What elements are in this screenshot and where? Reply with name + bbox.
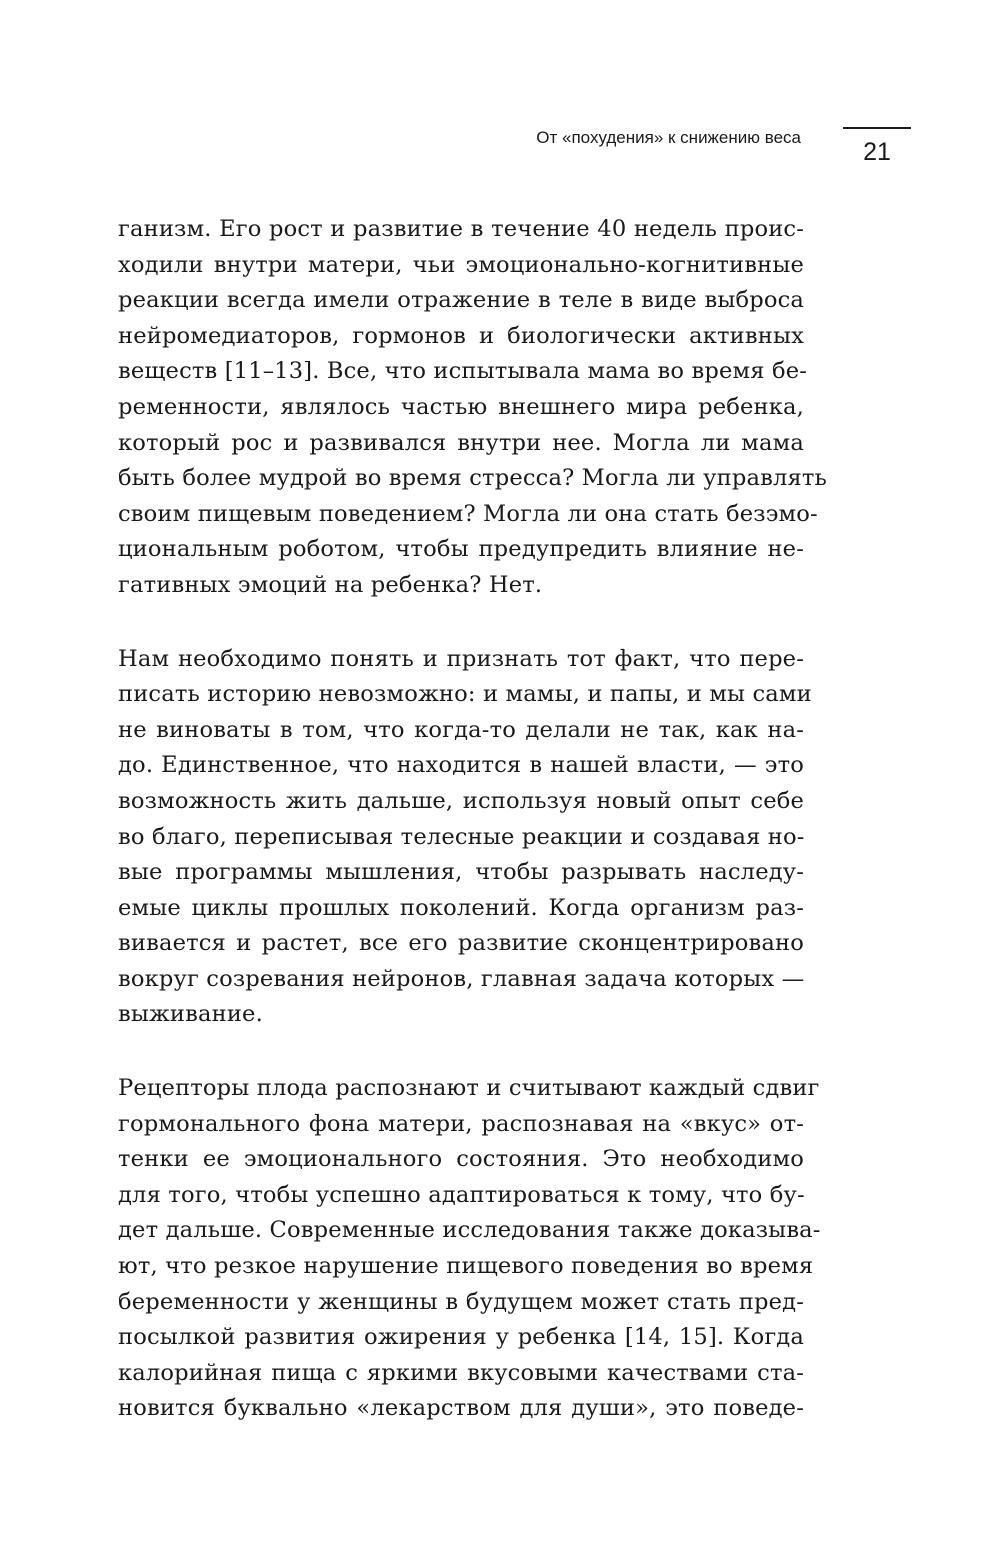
text-line: Рецепторы плода распознают и считывают каждый сдвиг (118, 1075, 820, 1102)
text-line: тенки ее эмоционального состояния. Это необходимо (118, 1146, 804, 1173)
text-line: для того, чтобы успешно адаптироваться к тому, что бу- (118, 1181, 805, 1208)
text-line: ходили внутри матери, чьи эмоционально-когнитивные (118, 251, 804, 278)
text-line: реакции всегда имели отражение в теле в виде выброса (118, 287, 804, 314)
text-line: новится буквально «лекарством для души», это поведе- (118, 1395, 804, 1422)
body-text (118, 212, 827, 1465)
text-line: ганизм. Его рост и развитие в течение 40 недель проис- (118, 216, 804, 242)
text-line: во благо, переписывая телесные реакции и создавая но- (118, 823, 805, 850)
page-number-rule (843, 127, 911, 129)
text-line: быть более мудрой во время стресса? Могла ли управлять (118, 465, 827, 492)
running-title: От «похудения» к снижению веса (536, 128, 801, 147)
text-line: до. Единственное, что находится в нашей власти, — это (118, 752, 804, 779)
text-line: дет дальше. Современные исследования также доказыва- (118, 1217, 821, 1244)
text-line: вые программы мышления, чтобы разрывать наследу- (118, 859, 804, 886)
text-line: калорийная пища с яркими вкусовыми качествами ста- (118, 1359, 804, 1386)
text-line: посылкой развития ожирения у ребенка [14, 15]. Когда (118, 1324, 804, 1351)
text-line: выживание. (118, 1001, 263, 1028)
paragraph-1 (118, 212, 827, 604)
text-line: не виноваты в том, что когда-то делали не так, как на- (118, 716, 804, 743)
page-number: 21 (863, 138, 891, 166)
text-line: вивается и растет, все его развитие сконцентрировано (118, 930, 804, 957)
text-line: беременности у женщины в будущем может стать пред- (118, 1288, 804, 1315)
text-line: гормонального фона матери, распознавая на «вкус» от- (118, 1110, 804, 1137)
text-line: ременности, являлось частью внешнего мира ребенка, (118, 393, 804, 420)
text-line: который рос и развивался внутри нее. Могла ли мама (118, 429, 804, 456)
text-line: писать историю невозможно: и мамы, и папы, и мы сами (118, 681, 812, 708)
text-line: Нам необходимо понять и признать тот факт, что пере- (118, 645, 804, 672)
text-line: вокруг созревания нейронов, главная задача которых — (118, 965, 805, 992)
text-line: циональным роботом, чтобы предупредить влияние не- (118, 536, 804, 563)
text-line: ют, что резкое нарушение пищевого поведения во время (118, 1253, 814, 1280)
text-line: веществ [11–13]. Все, что испытывала мама во время бе- (118, 358, 808, 385)
paragraph-3 (118, 1071, 821, 1427)
paragraph-2 (118, 642, 812, 1034)
text-line: емые циклы прошлых поколений. Когда организм раз- (118, 894, 804, 921)
text-line: нейромедиаторов, гормонов и биологически активных (118, 322, 804, 349)
text-line: своим пищевым поведением? Могла ли она стать безэмо- (118, 500, 818, 527)
text-line: гативных эмоций на ребенка? Нет. (118, 571, 543, 598)
text-line: возможность жить дальше, используя новый опыт себе (118, 787, 804, 814)
